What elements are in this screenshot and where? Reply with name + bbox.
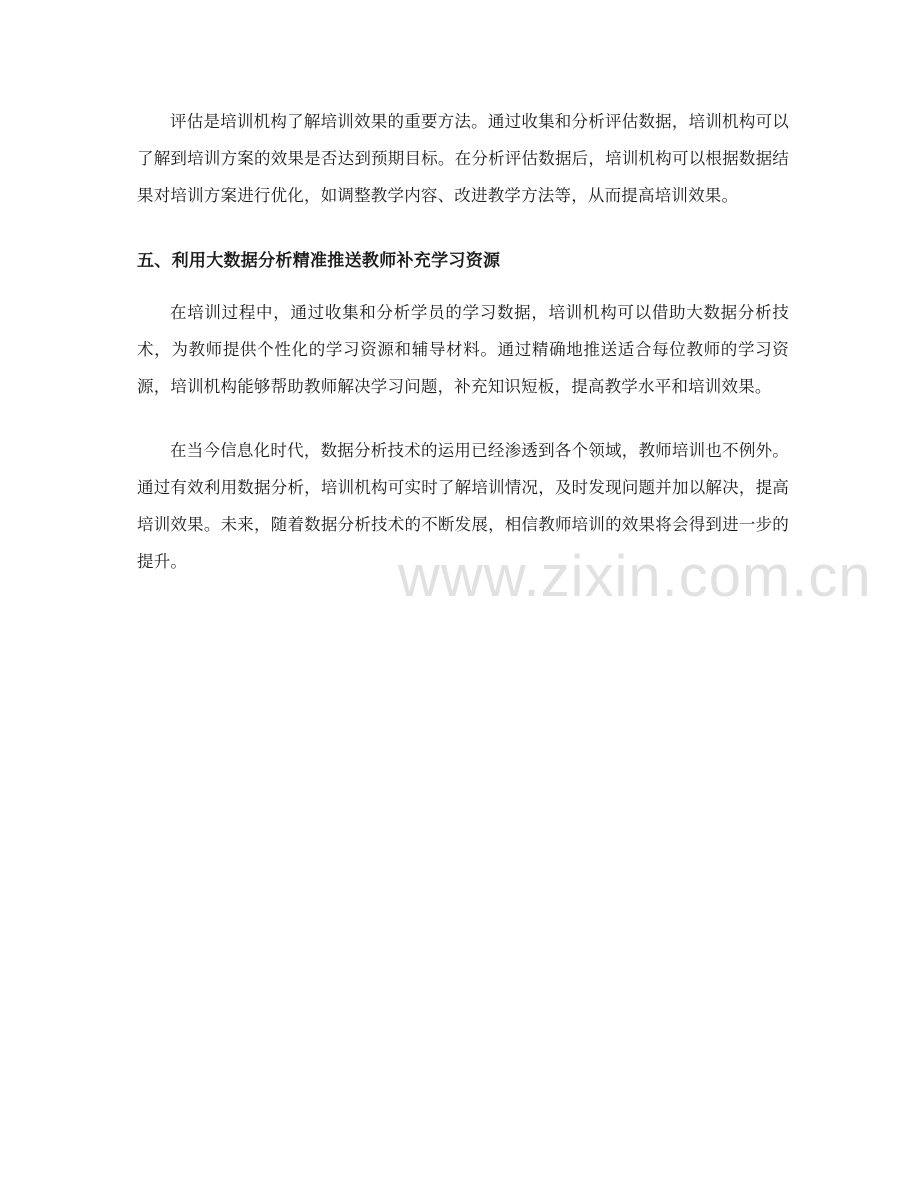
- document-body: [137, 103, 789, 607]
- paragraph-conclusion: 在当今信息化时代，数据分析技术的运用已经渗透到各个领域，教师培训也不例外。通过有效利用数据分析，培训机构可实时了解培训情况，及时发现问题并加以解决，提高培训效果。未来，随着数据分析技术的不断发展，相信教师培训的效果将会得到进一步的提升。: [137, 441, 789, 571]
- paragraph-big-data-push: 在培训过程中，通过收集和分析学员的学习数据，培训机构可以借助大数据分析技术，为教师提供个性化的学习资源和辅导材料。通过精确地推送适合每位教师的学习资源，培训机构能够帮助教师解决学习问题，补充知识短板，提高教学水平和培训效果。: [137, 303, 789, 396]
- watermark: www.zixin.com.cn: [398, 544, 872, 609]
- section-heading: 五、利用大数据分析精准推送教师补充学习资源: [137, 251, 501, 271]
- paragraph-evaluation: 评估是培训机构了解培训效果的重要方法。通过收集和分析评估数据，培训机构可以了解到培训方案的效果是否达到预期目标。在分析评估数据后，培训机构可以根据数据结果对培训方案进行优化，如调整教学内容、改进教学方法等，从而提高培训效果。: [137, 112, 789, 205]
